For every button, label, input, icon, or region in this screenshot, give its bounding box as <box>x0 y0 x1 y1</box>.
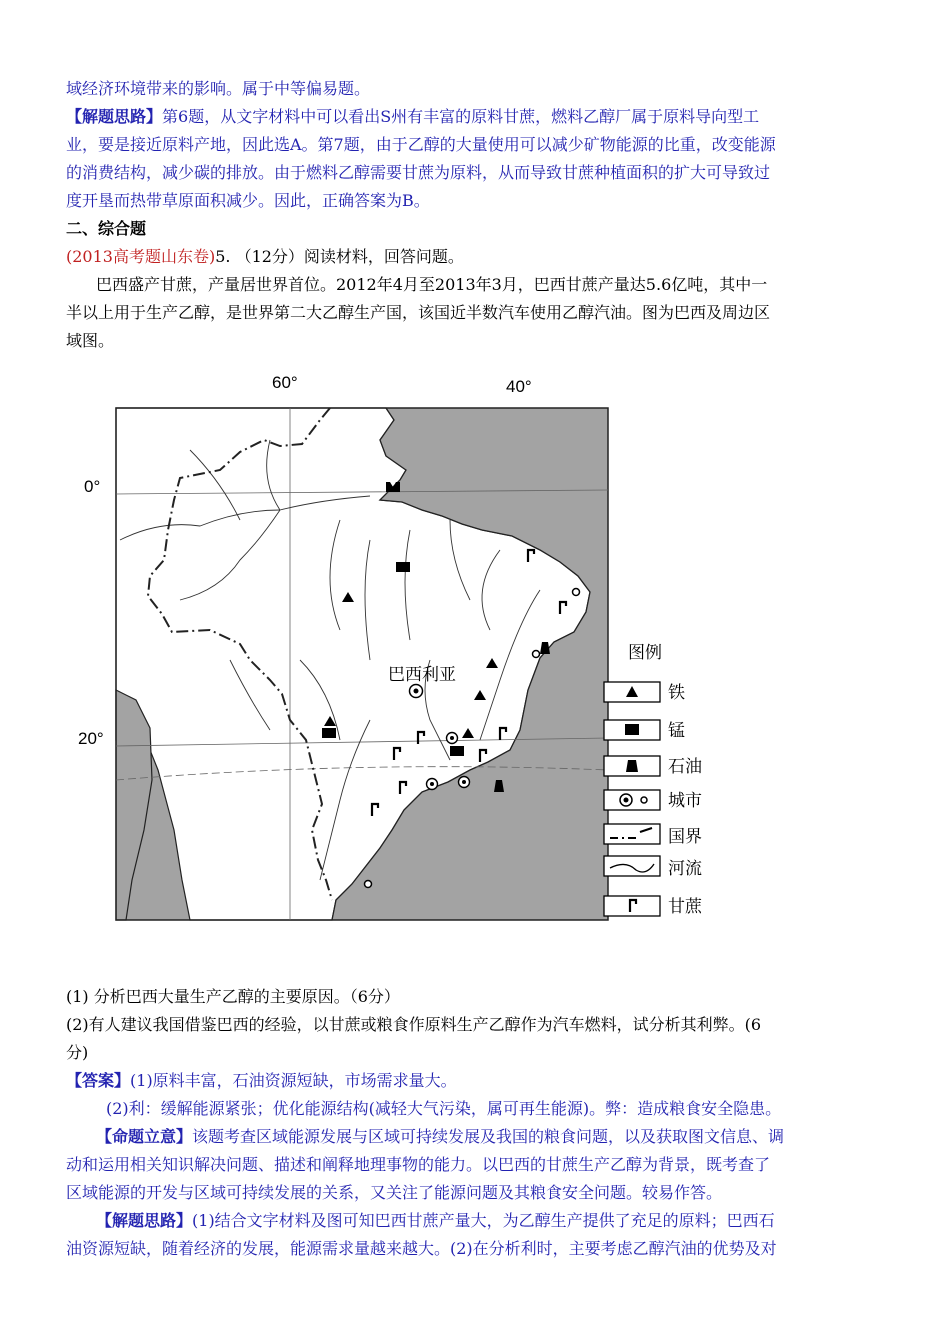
intent-line-2: 动和运用相关知识解决问题、描述和阐释地理事物的能力。以巴西的甘蔗生产乙醇为背景，既考查了 <box>66 1155 771 1174</box>
lat-0-label: 0° <box>84 477 101 496</box>
solution-text: 第6题，从文字材料中可以看出S州有丰富的原料甘蔗，燃料乙醇厂属于原料导向型工 <box>162 107 760 126</box>
prev-solution-line-4: 的消费结构，减少碳的排放。由于燃料乙醇需要甘蔗为原料，从而导致甘蔗种植面积的扩大可导致过 <box>66 163 771 182</box>
legend-sugarcane: 甘蔗 <box>668 897 702 917</box>
idea-line-1 <box>96 1210 775 1232</box>
city-icon <box>573 589 580 596</box>
question-source: (2013高考题山东卷) <box>66 247 216 266</box>
answer-2: (2)利：缓解能源紧张；优化能源结构(减轻大气污染，属可再生能源)。弊：造成粮食安全隐患。 <box>106 1099 782 1118</box>
idea-text-1: (1)结合文字材料及图可知巴西甘蔗产量大，为乙醇生产提供了充足的原料；巴西石 <box>192 1211 775 1230</box>
lon-40-label: 40° <box>506 377 532 396</box>
legend-iron: 铁 <box>668 683 685 703</box>
legend-oil: 石油 <box>668 757 702 777</box>
answer-line-1 <box>66 1070 457 1092</box>
map-legend <box>604 643 703 917</box>
legend-manganese-icon <box>625 724 639 735</box>
legend-border: 国界 <box>668 827 702 847</box>
legend-title: 图例 <box>628 643 662 663</box>
question-header <box>66 246 464 268</box>
solution-tag: 【解题思路】 <box>66 107 163 126</box>
manganese-icon <box>322 728 336 738</box>
question-2-line-1: (2)有人建议我国借鉴巴西的经验，以甘蔗或粮食作原料生产乙醇作为汽车燃料，试分析其利弊。(6 <box>66 1015 762 1034</box>
legend-river: 河流 <box>668 859 702 879</box>
legend-manganese: 锰 <box>668 721 685 741</box>
section-heading: 二、综合题 <box>66 219 147 238</box>
idea-tag: 【解题思路】 <box>96 1211 193 1230</box>
manganese-icon <box>396 562 410 572</box>
intent-tag: 【命题立意】 <box>96 1127 193 1146</box>
prev-solution-line-2 <box>66 106 759 128</box>
capital-label: 巴西利亚 <box>388 665 456 685</box>
prev-solution-line-5: 度开垦而热带草原面积减少。因此，正确答案为B。 <box>66 191 430 210</box>
answer-tag: 【答案】 <box>66 1071 131 1090</box>
map-body <box>116 408 608 920</box>
intent-line-3: 区域能源的开发与区域可持续发展的关系，又关注了能源问题及其粮食安全问题。较易作答。 <box>66 1183 723 1202</box>
material-line-1: 巴西盛产甘蔗，产量居世界首位。2012年4月至2013年3月，巴西甘蔗产量达5.6亿吨，其中一 <box>96 275 768 294</box>
answer-1: (1)原料丰富，石油资源短缺，市场需求量大。 <box>130 1071 457 1090</box>
question-2-line-2: 分) <box>66 1043 89 1062</box>
intent-text-1: 该题考查区域能源发展与区域可持续发展及我国的粮食问题，以及获取图文信息、调 <box>192 1127 785 1146</box>
lon-60-label: 60° <box>272 373 298 392</box>
material-line-3: 域图。 <box>66 331 115 350</box>
lat-20-label: 20° <box>78 729 104 748</box>
city-icon <box>533 651 540 658</box>
question-head: 5. （12分）阅读材料，回答问题。 <box>215 247 464 266</box>
legend-city: 城市 <box>668 791 702 811</box>
idea-line-2: 油资源短缺，随着经济的发展，能源需求量越来越大。(2)在分析利时，主要考虑乙醇汽油的优势及对 <box>66 1239 777 1258</box>
material-line-2: 半以上用于生产乙醇，是世界第二大乙醇生产国，该国近半数汽车使用乙醇汽油。图为巴西及周边区 <box>66 303 771 322</box>
question-1: (1) 分析巴西大量生产乙醇的主要原因。（6分） <box>66 987 400 1006</box>
prev-solution-line-3: 业，要是接近原料产地，因此选A。第7题，由于乙醇的大量使用可以减少矿物能源的比重，改变能源 <box>66 135 776 154</box>
city-icon <box>365 881 372 888</box>
brazil-map <box>70 360 900 930</box>
prev-explanation-line-1: 域经济环境带来的影响。属于中等偏易题。 <box>66 79 371 98</box>
intent-line-1 <box>96 1126 784 1148</box>
manganese-icon <box>450 746 464 756</box>
legend-oil-icon <box>626 760 638 772</box>
